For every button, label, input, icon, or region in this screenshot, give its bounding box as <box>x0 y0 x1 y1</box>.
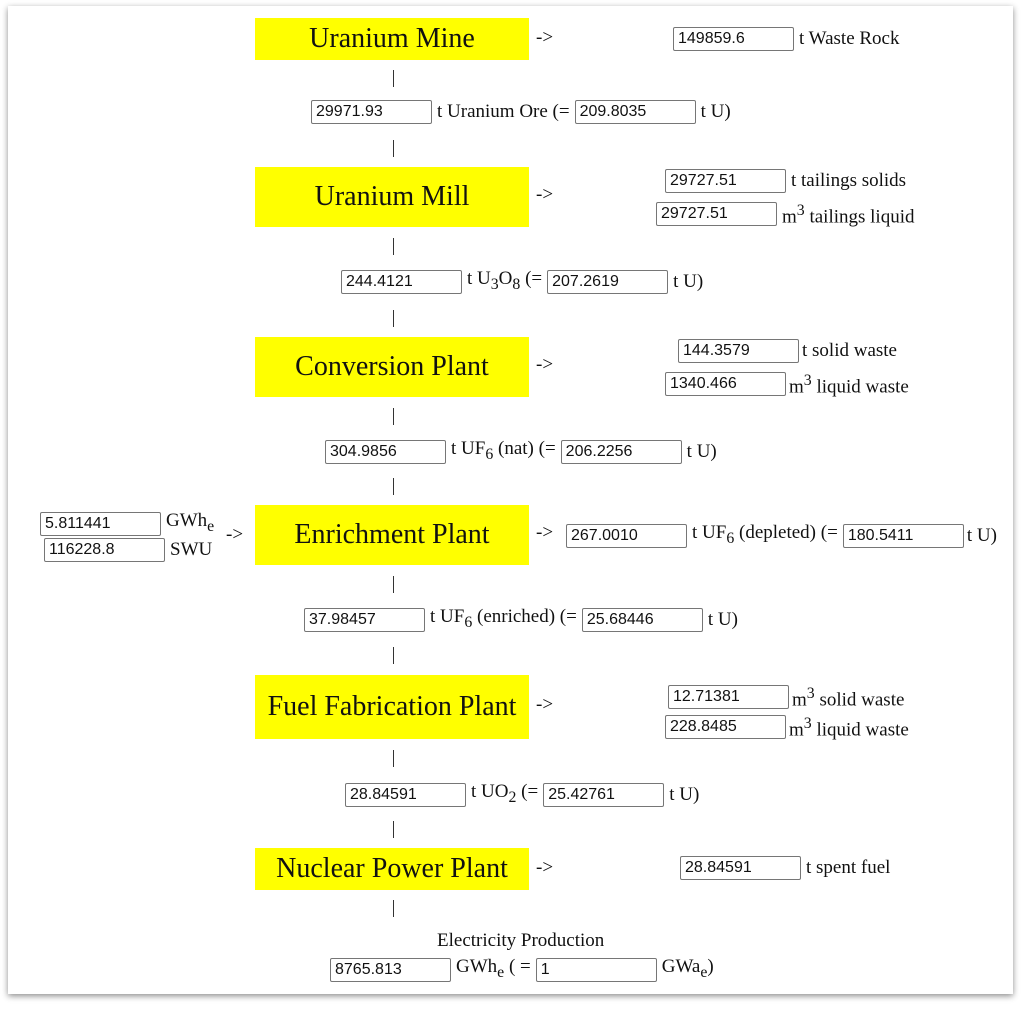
tailings-solids-input[interactable] <box>665 169 786 193</box>
enrichment-swu-unit: SWU <box>170 539 213 560</box>
uf6-depleted-u-input[interactable] <box>843 524 964 548</box>
uo2-u-input[interactable] <box>543 783 664 807</box>
mill-arrow: -> <box>536 184 554 205</box>
spent-fuel-input[interactable] <box>680 856 801 880</box>
uranium-mine-title: Uranium Mine <box>309 23 475 54</box>
spent-fuel-row <box>680 856 895 880</box>
fabrication-liquid-waste-row <box>665 712 912 742</box>
nuclear-power-plant-box <box>255 848 529 890</box>
conversion-liquid-waste-row <box>665 369 912 399</box>
electricity-production-title: Electricity Production <box>437 930 605 951</box>
uranium-ore-input[interactable] <box>311 100 432 124</box>
enrichment-energy-input[interactable] <box>40 512 161 536</box>
uf6-nat-u-label: t U) <box>686 440 717 462</box>
enrichment-swu-row <box>44 538 217 562</box>
enrichment-swu-input[interactable] <box>44 538 165 562</box>
enrichment-energy-unit: GWh$_e$ <box>166 510 215 535</box>
uranium-mill-box <box>255 167 529 227</box>
u3o8-u-label: t U) <box>673 270 704 292</box>
flow-connector <box>393 900 394 917</box>
electricity-gwa-label: GWa$_e$) <box>661 956 714 981</box>
uf6-depleted-label: t $UF_6$ (depleted) (= <box>692 522 838 547</box>
u3o8-u-input[interactable] <box>547 270 668 294</box>
uranium-ore-row <box>311 100 736 124</box>
flow-connector <box>393 647 394 664</box>
uo2-u-label: t U) <box>669 783 700 805</box>
power-arrow: -> <box>536 857 554 878</box>
uranium-ore-u-label: t U) <box>700 101 731 122</box>
enrichment-plant-box <box>255 505 529 565</box>
uf6-enriched-row <box>304 605 743 635</box>
tailings-solids-label: t tailings solids <box>791 170 907 191</box>
flow-connector <box>393 238 394 255</box>
uf6-depleted-u-label: t U) <box>966 524 997 546</box>
uf6-nat-input[interactable] <box>325 440 446 464</box>
uranium-ore-u-input[interactable] <box>575 100 696 124</box>
conversion-solid-waste-input[interactable] <box>678 339 799 363</box>
enrichment-arrow: -> <box>536 522 554 543</box>
uranium-ore-label: t Uranium Ore (= <box>437 101 570 122</box>
waste-rock-input[interactable] <box>673 27 794 51</box>
fabrication-arrow: -> <box>536 694 554 715</box>
tailings-liquid-row <box>656 199 919 229</box>
waste-rock-label: t Waste Rock <box>799 28 900 49</box>
nuclear-power-plant-title: Nuclear Power Plant <box>276 853 508 884</box>
uf6-nat-row <box>325 437 722 467</box>
u3o8-row <box>341 267 708 297</box>
mine-arrow: -> <box>536 27 554 48</box>
flow-connector <box>393 70 394 87</box>
tailings-liquid-label: $m^3$ tailings liquid <box>782 202 915 228</box>
u3o8-label: t $U_3O_8$ (= <box>467 268 543 293</box>
flow-connector <box>393 576 394 593</box>
flow-connector <box>393 310 394 327</box>
tailings-solids-row <box>665 169 911 193</box>
fuel-fabrication-plant-box <box>255 675 529 739</box>
uf6-enriched-u-label: t U) <box>707 608 738 630</box>
uf6-enriched-label: t $UF_6$ (enriched) (= <box>430 606 577 631</box>
uf6-nat-label: t $UF_6$ (nat) (= <box>451 438 556 463</box>
uo2-label: t $UO_2$ (= <box>471 781 539 806</box>
conversion-liquid-waste-label: $m^3$ liquid waste <box>789 372 909 398</box>
electricity-gwh-label: GWh$_e$ ( = <box>456 956 531 981</box>
flow-connector <box>393 140 394 157</box>
flow-connector <box>393 750 394 767</box>
conversion-solid-waste-label: t solid waste <box>802 340 897 361</box>
conversion-liquid-waste-input[interactable] <box>665 372 786 396</box>
flow-connector <box>393 821 394 838</box>
enrichment-energy-row <box>40 509 219 539</box>
uf6-enriched-input[interactable] <box>304 608 425 632</box>
uf6-nat-u-input[interactable] <box>561 440 682 464</box>
uo2-input[interactable] <box>345 783 466 807</box>
waste-rock-row <box>673 27 905 51</box>
fabrication-solid-waste-label: $m^3$ solid waste <box>792 685 905 711</box>
electricity-gwa-input[interactable] <box>536 958 657 982</box>
uranium-mine-box <box>255 18 529 60</box>
flow-connector <box>393 478 394 495</box>
tailings-liquid-input[interactable] <box>656 202 777 226</box>
uranium-mill-title: Uranium Mill <box>314 181 470 212</box>
fabrication-solid-waste-row <box>668 682 907 712</box>
fabrication-solid-waste-input[interactable] <box>668 685 789 709</box>
conversion-arrow: -> <box>536 354 554 375</box>
flow-connector <box>393 408 394 425</box>
fabrication-liquid-waste-label: $m^3$ liquid waste <box>789 715 909 741</box>
conversion-solid-waste-row <box>678 339 900 363</box>
spent-fuel-label: t spent fuel <box>806 857 891 878</box>
electricity-gwh-input[interactable] <box>330 958 451 982</box>
uf6-enriched-u-input[interactable] <box>582 608 703 632</box>
fuel-fabrication-plant-title: Fuel Fabrication Plant <box>267 691 517 722</box>
uf6-depleted-input[interactable] <box>566 524 687 548</box>
enrichment-input-arrow: -> <box>226 524 244 545</box>
conversion-plant-box <box>255 337 529 397</box>
electricity-row <box>330 955 719 985</box>
conversion-plant-title: Conversion Plant <box>295 351 489 382</box>
enrichment-plant-title: Enrichment Plant <box>294 519 490 550</box>
fabrication-liquid-waste-input[interactable] <box>665 715 786 739</box>
uo2-row <box>345 780 704 810</box>
u3o8-input[interactable] <box>341 270 462 294</box>
uf6-depleted-row <box>566 521 1000 551</box>
